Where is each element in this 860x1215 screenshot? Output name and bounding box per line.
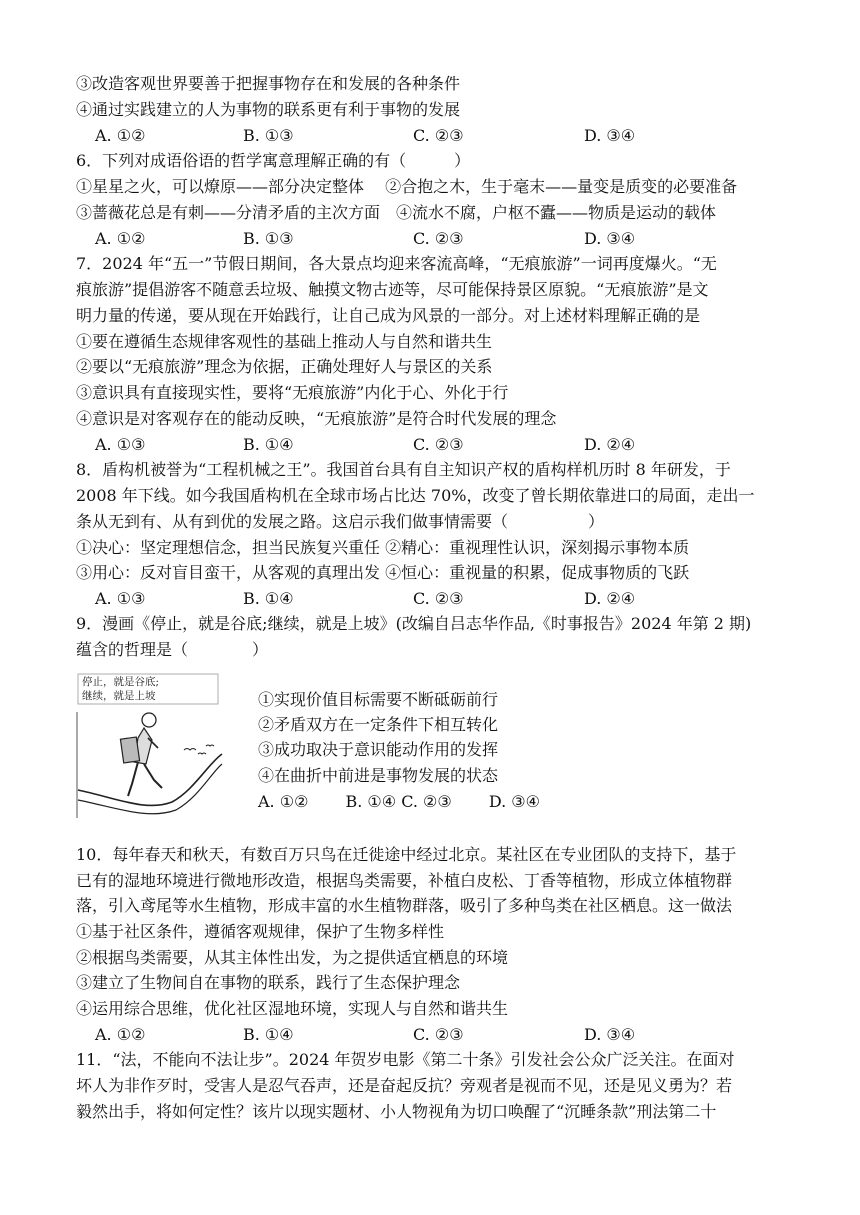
q8-stem-line-3: 条从无到有、从有到优的发展之路。这启示我们做事情需要（ ） (76, 512, 605, 531)
q5-option-d: D. ③④ (584, 126, 636, 145)
q9-item-3: ③成功取决于意识能动作用的发挥 (258, 740, 499, 759)
q10-option-d: D. ③④ (584, 1025, 636, 1044)
q9-stem-line-2: 蕴含的哲理是（ ） (76, 640, 269, 659)
q8-option-c: C. ②③ (413, 589, 464, 608)
cartoon-caption-line-2: 继续，就是上坡 (82, 690, 156, 702)
q6-items-line-2: ③蔷薇花总是有刺——分清矛盾的主次方面 ④流水不腐，户枢不蠹——物质是运动的载体 (76, 203, 717, 222)
q5-option-c: C. ②③ (413, 126, 464, 145)
q7-option-d: D. ②④ (584, 435, 636, 454)
q9-item-4: ④在曲折中前进是事物发展的状态 (258, 766, 499, 785)
q7-stem-line-3: 明力量的传递，要从现在开始践行，让自己成为风景的一部分。对上述材料理解正确的是 (76, 306, 701, 325)
cartoon-caption-line-1: 停止，就是谷底; (82, 676, 160, 688)
q6-option-a: A. ①② (95, 229, 146, 248)
q10-option-a: A. ①② (95, 1025, 146, 1044)
q8-stem-line-2: 2008 年下线。如今我国盾构机在全球市场占比达 70%，改变了曾长期依靠进口的局面，走出一 (76, 486, 755, 505)
q10-item-2: ②根据鸟类需要，从其主体性出发，为之提供适宜栖息的环境 (76, 948, 509, 967)
q5-option-a: A. ①② (95, 126, 146, 145)
q6-option-c: C. ②③ (413, 229, 464, 248)
q5-item-3: ③改造客观世界要善于把握事物存在和发展的各种条件 (76, 74, 461, 93)
q6-stem: 6．下列对成语俗语的哲学寓意理解正确的有（ ） (76, 151, 471, 170)
q7-item-2: ②要以“无痕旅游”理念为依据，正确处理好人与景区的关系 (76, 357, 493, 376)
q6-items-line-1: ①星星之火，可以燎原——部分决定整体 ②合抱之木，生于毫末——量变是质变的必要准备 (76, 177, 738, 196)
q7-item-3: ③意识具有直接现实性，要将“无痕旅游”内化于心、外化于行 (76, 383, 509, 402)
q9-options: A. ①② B. ①④ C. ②③ D. ③④ (258, 792, 540, 811)
q9-cartoon (76, 672, 224, 820)
q9-item-2: ②矛盾双方在一定条件下相互转化 (258, 715, 499, 734)
q7-item-4: ④意识是对客观存在的能动反映，“无痕旅游”是符合时代发展的理念 (76, 409, 557, 428)
q10-item-3: ③建立了生物间自在事物的联系，践行了生态保护理念 (76, 973, 461, 992)
q7-stem-line-2: 痕旅游”提倡游客不随意丢垃圾、触摸文物古迹等，尽可能保持景区原貌。“无痕旅游”是文 (76, 280, 709, 299)
q6-option-d: D. ③④ (584, 229, 636, 248)
q7-item-1: ①要在遵循生态规律客观性的基础上推动人与自然和谐共生 (76, 332, 493, 351)
q10-stem-line-1: 10．每年春天和秋天，有数百万只鸟在迁徙途中经过北京。某社区在专业团队的支持下，基于 (76, 845, 737, 864)
q9-stem-line-1: 9．漫画《停止，就是谷底;继续，就是上坡》(改编自吕志华作品,《时事报告》2024 年第 2 期) (76, 614, 752, 633)
q11-stem-line-3: 毅然出手，将如何定性？该片以现实题材、小人物视角为切口唤醒了“沉睡条款”刑法第二十 (76, 1102, 717, 1121)
q8-option-b: B. ①④ (243, 589, 294, 608)
q7-option-c: C. ②③ (413, 435, 464, 454)
q8-option-d: D. ②④ (584, 589, 636, 608)
q10-stem-line-3: 落，引入鸢尾等水生植物，形成丰富的水生植物群落，吸引了多种鸟类在社区栖息。这一做法 (76, 896, 733, 915)
q8-stem-line-1: 8．盾构机被誉为“工程机械之王”。我国首台具有自主知识产权的盾构样机历时 8 年研发，于 (76, 460, 731, 479)
q8-option-a: A. ①③ (95, 589, 146, 608)
q10-option-c: C. ②③ (413, 1025, 464, 1044)
q8-items-line-1: ①决心：坚定理想信念，担当民族复兴重任 ②精心：重视理性认识，深刻揭示事物本质 (76, 538, 690, 557)
q5-option-b: B. ①③ (243, 126, 294, 145)
cartoon-illustration (76, 672, 224, 820)
q10-item-1: ①基于社区条件，遵循客观规律，保护了生物多样性 (76, 922, 445, 941)
q8-items-line-2: ③用心：反对盲目蛮干，从客观的真理出发 ④恒心：重视量的积累，促成事物质的飞跃 (76, 563, 690, 582)
q10-stem-line-2: 已有的湿地环境进行微地形改造，根据鸟类需要，补植白皮松、丁香等植物，形成立体植物群 (76, 871, 733, 890)
q7-option-a: A. ①③ (95, 435, 146, 454)
q9-item-1: ①实现价值目标需要不断砥砺前行 (258, 690, 499, 709)
q6-option-b: B. ①③ (243, 229, 294, 248)
q7-stem-line-1: 7．2024 年“五一”节假日期间，各大景点均迎来客流高峰，“无痕旅游”一词再度爆火。“无 (76, 254, 717, 273)
q11-stem-line-2: 坏人为非作歹时，受害人是忍气吞声，还是奋起反抗？旁观者是视而不见，还是见义勇为？若 (76, 1076, 733, 1095)
q11-stem-line-1: 11．“法，不能向不法让步”。2024 年贺岁电影《第二十条》引发社会公众广泛关注。在面对 (76, 1050, 735, 1069)
q7-option-b: B. ①④ (243, 435, 294, 454)
q10-item-4: ④运用综合思维，优化社区湿地环境，实现人与自然和谐共生 (76, 999, 509, 1018)
q5-item-4: ④通过实践建立的人为事物的联系更有利于事物的发展 (76, 100, 461, 119)
q10-option-b: B. ①④ (243, 1025, 294, 1044)
